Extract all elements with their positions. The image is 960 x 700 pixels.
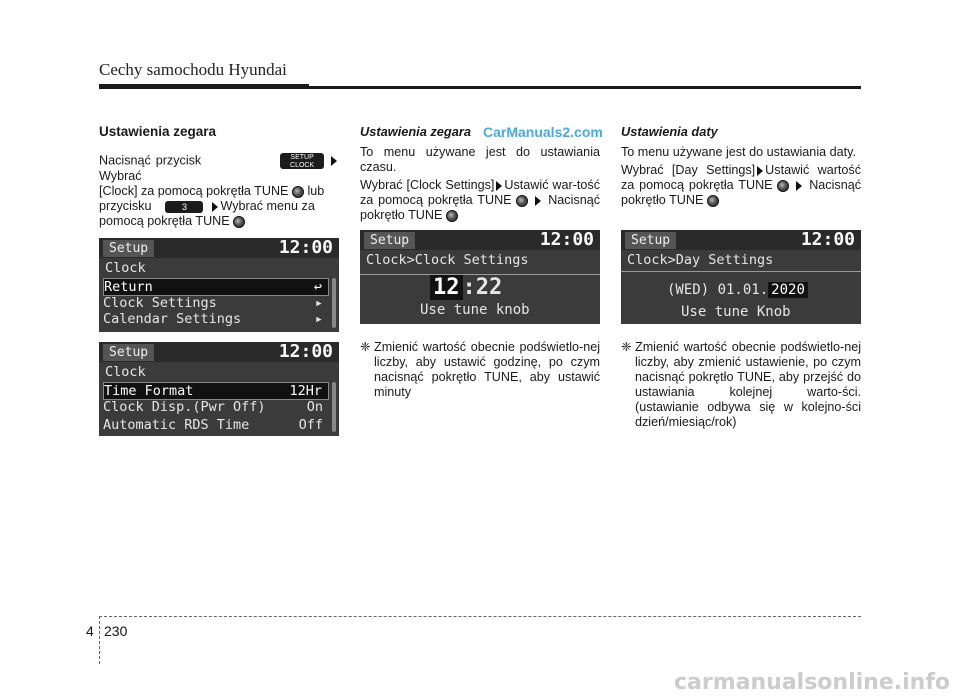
hour-highlight: 12 bbox=[430, 275, 463, 300]
text: Wybrać bbox=[99, 169, 142, 183]
column-clock-settings bbox=[99, 124, 339, 232]
instruction-paragraph: Wybrać [Clock Settings] Ustawić war-tość za pomocą pokrętła TUNE Nacisnąć pokrętło TUNE bbox=[360, 178, 600, 222]
menu-item-rds-time: Automatic RDS Time Off bbox=[103, 417, 323, 433]
tune-knob-icon bbox=[233, 216, 245, 228]
section-heading: Ustawienia zegara bbox=[360, 124, 471, 139]
preset-3-button-icon: 3 bbox=[165, 201, 203, 213]
chapter-number: 4 bbox=[86, 623, 94, 639]
page-header-title: Cechy samochodu Hyundai bbox=[99, 60, 287, 79]
screen-scrollbar bbox=[332, 278, 336, 328]
screen-clock: 12:00 bbox=[278, 238, 333, 258]
tune-knob-icon bbox=[707, 195, 719, 207]
tune-knob-icon bbox=[446, 210, 458, 222]
instruction-paragraph: Wybrać [Day Settings] Ustawić wartość za pomocą pokrętła TUNE Nacisnąć pokrętło TUNE bbox=[621, 163, 861, 207]
screen-menu-title: Clock>Day Settings bbox=[627, 252, 774, 268]
screen-tab: Setup bbox=[103, 240, 154, 257]
day-month-value: (WED) 01.01. bbox=[667, 282, 769, 298]
section-heading: Ustawienia daty bbox=[621, 124, 718, 139]
screen-clock: 12:00 bbox=[800, 230, 855, 250]
tune-knob-icon bbox=[516, 195, 528, 207]
screen-clock: 12:00 bbox=[539, 230, 594, 250]
menu-item-return: Return ↩ bbox=[103, 278, 329, 296]
arrow-right-icon bbox=[331, 156, 337, 166]
year-highlight: 2020 bbox=[768, 282, 808, 298]
screen-divider bbox=[621, 271, 861, 272]
clock-settings-screen bbox=[360, 230, 600, 324]
note-clock bbox=[360, 340, 600, 400]
intro-paragraph: To menu używane jest do ustawiania czasu. bbox=[360, 145, 600, 174]
text: pomocą pokrętła TUNE bbox=[99, 214, 230, 228]
column-date-settings bbox=[621, 124, 861, 211]
chevron-right-icon: ▸ bbox=[314, 311, 323, 327]
intro-paragraph: To menu używane jest do ustawiania daty. bbox=[621, 145, 856, 159]
arrow-right-icon bbox=[796, 181, 802, 191]
text: [Clock] za pomocą pokrętła TUNE bbox=[99, 184, 289, 198]
instruction-paragraph bbox=[99, 153, 339, 229]
screen-tab: Setup bbox=[625, 232, 676, 249]
arrow-right-icon bbox=[496, 181, 502, 191]
bottom-watermark: carmanualsonline.info bbox=[674, 670, 950, 695]
note-mark-icon: ❈ bbox=[360, 340, 371, 354]
header-rule bbox=[99, 86, 861, 89]
tune-knob-icon bbox=[292, 186, 304, 198]
menu-item-clock-disp: Clock Disp.(Pwr Off) On bbox=[103, 399, 323, 415]
note-text: Zmienić wartość obecnie podświetlo-nej liczby, aby ustawić godzinę, po czym nacisnąć pokrętło TUNE, aby ustawić minuty bbox=[374, 340, 600, 399]
watermark: CarManuals2.com bbox=[483, 124, 603, 140]
note-date bbox=[621, 340, 861, 430]
day-settings-screen bbox=[621, 230, 861, 324]
clock-menu-screen bbox=[99, 238, 339, 332]
text: Nacisnąć przycisk bbox=[99, 153, 202, 168]
screen-menu-title: Clock bbox=[105, 260, 146, 276]
page-number: 230 bbox=[104, 623, 128, 639]
text: lub bbox=[307, 184, 325, 198]
setup-clock-button-icon: SETUP CLOCK bbox=[280, 153, 324, 169]
menu-item-calendar-settings: Calendar Settings ▸ bbox=[103, 311, 323, 327]
date-value bbox=[667, 282, 808, 298]
time-format-screen bbox=[99, 342, 339, 436]
screen-scrollbar bbox=[332, 382, 336, 432]
minute-value: :22 bbox=[462, 275, 503, 300]
chevron-right-icon: ▸ bbox=[314, 295, 323, 311]
screen-hint: Use tune knob bbox=[420, 302, 530, 318]
menu-item-clock-settings: Clock Settings ▸ bbox=[103, 295, 323, 311]
arrow-right-icon bbox=[757, 166, 763, 176]
note-mark-icon: ❈ bbox=[621, 340, 632, 354]
tune-knob-icon bbox=[777, 180, 789, 192]
footer-rule bbox=[99, 616, 861, 618]
menu-item-time-format: Time Format 12Hr bbox=[103, 382, 329, 400]
screen-menu-title: Clock bbox=[105, 364, 146, 380]
text: przycisku bbox=[99, 199, 152, 213]
footer-divider bbox=[99, 616, 101, 664]
section-heading: Ustawienia zegara bbox=[99, 124, 217, 139]
time-value bbox=[430, 276, 502, 300]
note-text: Zmienić wartość obecnie podświetlo-nej liczby, aby zmienić ustawienie, po czym nacisnąć pokrętło TUNE, aby przejść do ustawiania kolejnej warto-ści. (ustawianie odbywa się w kolejno-ści dzień/miesiąc/rok) bbox=[635, 340, 861, 429]
arrow-right-icon bbox=[212, 202, 218, 212]
screen-hint: Use tune Knob bbox=[681, 304, 791, 320]
arrow-right-icon bbox=[535, 196, 541, 206]
text: Wybrać menu za bbox=[220, 199, 315, 213]
screen-tab: Setup bbox=[103, 344, 154, 361]
return-icon: ↩ bbox=[313, 279, 322, 295]
screen-clock: 12:00 bbox=[278, 342, 333, 362]
screen-menu-title: Clock>Clock Settings bbox=[366, 252, 529, 268]
screen-tab: Setup bbox=[364, 232, 415, 249]
